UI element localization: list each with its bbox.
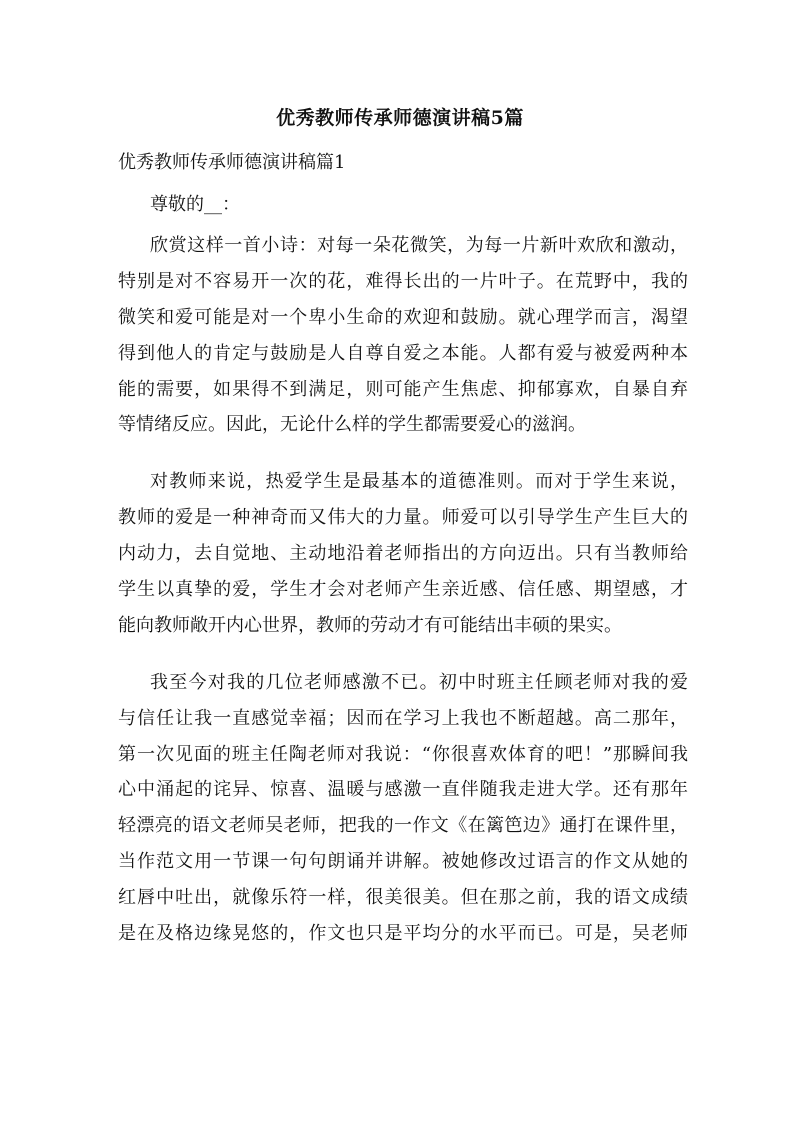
greeting-line: 尊敬的__： bbox=[150, 194, 240, 215]
paragraph bbox=[118, 665, 688, 952]
paragraph-line: 能向教师敞开内心世界，教师的劳动才有可能结出丰硕的果实。 bbox=[118, 614, 622, 636]
paragraph-line: 内动力，去自觉地、主动地沿着老师指出的方向迈出。只有当教师给 bbox=[118, 543, 688, 565]
paragraph-line: 心中涌起的诧异、惊喜、温暖与感激一直伴随我走进大学。还有那年 bbox=[118, 779, 688, 801]
paragraph bbox=[118, 228, 688, 443]
body-text bbox=[118, 228, 688, 952]
paragraph-line: 教师的爱是一种神奇而又伟大的力量。师爱可以引导学生产生巨大的 bbox=[118, 507, 688, 529]
paragraph-line: 特别是对不容易开一次的花，难得长出的一片叶子。在荒野中，我的 bbox=[118, 270, 688, 292]
paragraph-line: 轻漂亮的语文老师吴老师，把我的一作文《在篱笆边》通打在课件里， bbox=[118, 815, 688, 837]
paragraph-line: 与信任让我一直感觉幸福；因而在学习上我也不断超越。高二那年， bbox=[118, 707, 688, 729]
paragraph-line: 欣赏这样一首小诗：对每一朵花微笑，为每一片新叶欢欣和激动， bbox=[150, 235, 688, 256]
paragraph-line: 微笑和爱可能是对一个卑小生命的欢迎和鼓励。就心理学而言，渴望 bbox=[118, 306, 688, 328]
paragraph-line: 第一次见面的班主任陶老师对我说：“你很喜欢体育的吧！”那瞬间我 bbox=[118, 743, 688, 765]
paragraph-line: 能的需要，如果得不到满足，则可能产生焦虑、抑郁寡欢，自暴自弃 bbox=[118, 378, 688, 400]
paragraph-line: 学生以真挚的爱，学生才会对老师产生亲近感、信任感、期望感，才 bbox=[118, 579, 688, 601]
paragraph bbox=[118, 464, 688, 643]
document-title: 优秀教师传承师德演讲稿5篇 bbox=[276, 107, 524, 129]
paragraph-line: 当作范文用一节课一句句朗诵并讲解。被她修改过语言的作文从她的 bbox=[118, 851, 688, 873]
paragraph-line: 是在及格边缘晃悠的，作文也只是平均分的水平而已。可是，吴老师 bbox=[118, 923, 688, 945]
paragraph-line: 我至今对我的几位老师感激不已。初中时班主任顾老师对我的爱 bbox=[150, 671, 688, 693]
paragraph-line: 等情绪反应。因此，无论什么样的学生都需要爱心的滋润。 bbox=[118, 414, 586, 436]
section-heading: 优秀教师传承师德演讲稿篇1 bbox=[118, 152, 346, 173]
paragraph-line: 对教师来说，热爱学生是最基本的道德准则。而对于学生来说， bbox=[150, 471, 688, 493]
paragraph-line: 得到他人的肯定与鼓励是人自尊自爱之本能。人都有爱与被爱两种本 bbox=[118, 342, 688, 364]
paragraph-line: 红唇中吐出，就像乐符一样，很美很美。但在那之前，我的语文成绩 bbox=[118, 887, 688, 909]
